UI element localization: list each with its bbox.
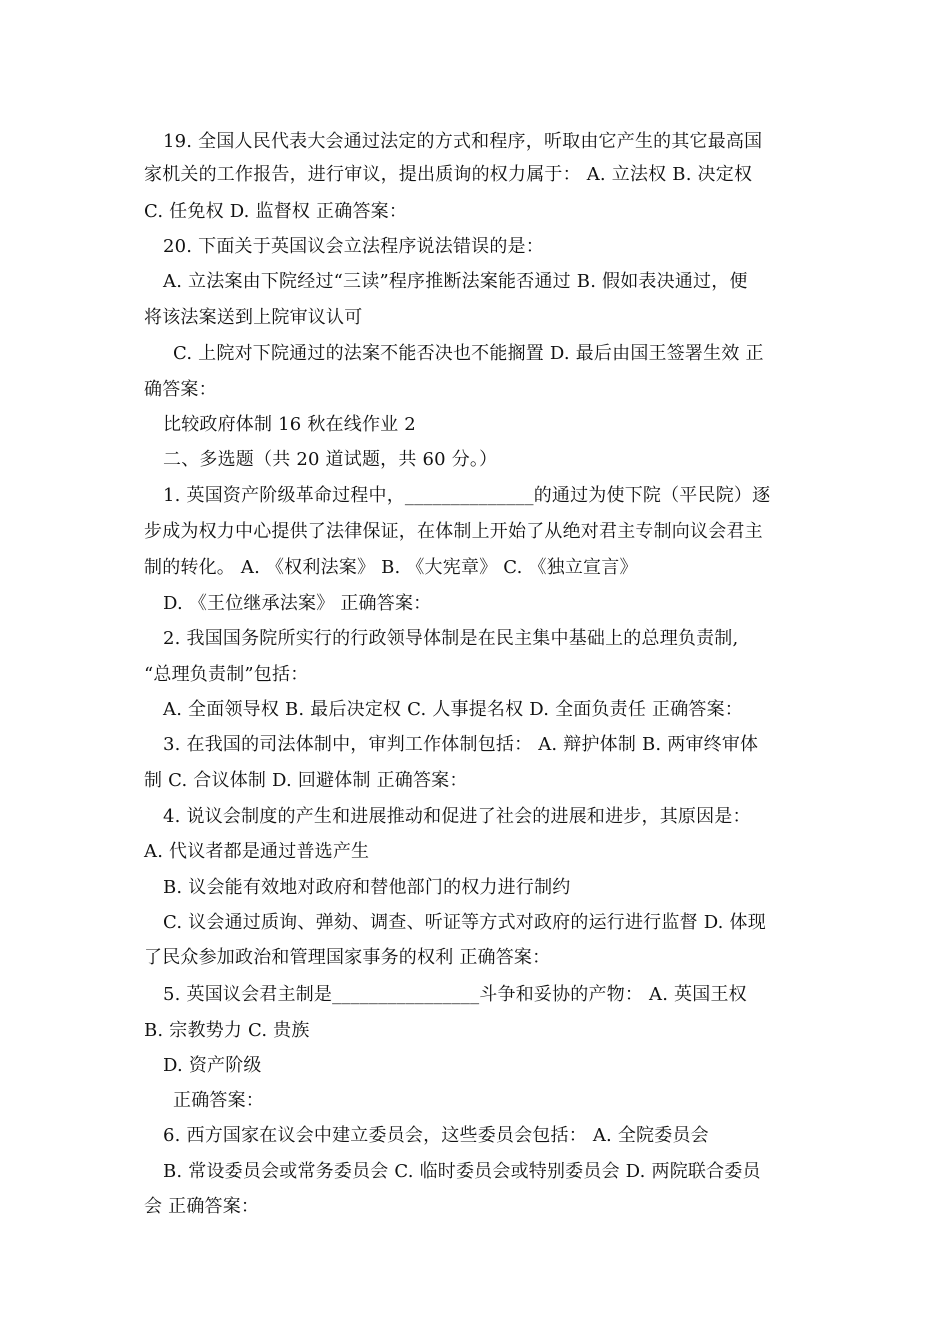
text-line: 制的转化。 A. 《权利法案》 B. 《大宪章》 C. 《独立宣言》 [144,557,638,578]
text-line: 将该法案送到上院审议认可 [144,307,363,328]
text-line: C. 任免权 D. 监督权 正确答案： [144,201,408,222]
text-line: A. 全面领导权 B. 最后决定权 C. 人事提名权 D. 全面负责任 正确答案： [163,699,744,720]
text-line: 20. 下面关于英国议会立法程序说法错误的是： [163,236,544,257]
text-line: B. 常设委员会或常务委员会 C. 临时委员会或特别委员会 D. 两院联合委员 [163,1161,761,1182]
text-line: D. 资产阶级 [163,1055,262,1076]
text-line: C. 议会通过质询、弹劾、调查、听证等方式对政府的运行进行监督 D. 体现 [163,912,766,933]
text-line: 19. 全国人民代表大会通过法定的方式和程序，听取由它产生的其它最高国 [163,131,763,152]
section-heading: 二、多选题（共 20 道试题，共 60 分。） [163,449,498,470]
text-line: 确答案： [144,379,217,400]
text-line: A. 立法案由下院经过“三读”程序推断法案能否通过 B. 假如表决通过，便 [163,271,748,292]
text-line: C. 上院对下院通过的法案不能否决也不能搁置 D. 最后由国王签署生效 正 [173,343,764,364]
text-line: 6. 西方国家在议会中建立委员会，这些委员会包括： A. 全院委员会 [163,1125,709,1146]
text-line: A. 代议者都是通过普选产生 [144,841,370,862]
text-line: B. 议会能有效地对政府和替他部门的权力进行制约 [163,877,571,898]
text-line: 家机关的工作报告，进行审议，提出质询的权力属于： A. 立法权 B. 决定权 [144,164,753,185]
text-line: 了民众参加政治和管理国家事务的权利 正确答案： [144,947,551,968]
text-line: “总理负责制”包括： [144,664,309,685]
text-line: D. 《王位继承法案》 正确答案： [163,593,432,614]
text-line: 2. 我国国务院所实行的行政领导体制是在民主集中基础上的总理负责制, [163,628,739,649]
text-line: 会 正确答案： [144,1196,260,1217]
section-title: 比较政府体制 16 秋在线作业 2 [163,414,416,435]
text-line: 5. 英国议会君主制是________________斗争和妥协的产物： A. 英国王权 [163,984,747,1005]
text-line: 正确答案： [173,1090,264,1111]
text-line: 步成为权力中心提供了法律保证，在体制上开始了从绝对君主专制向议会君主 [144,521,763,542]
text-line: B. 宗教势力 C. 贵族 [144,1020,310,1041]
text-line: 1. 英国资产阶级革命过程中，______________的通过为使下院（平民院）逐 [163,485,771,506]
text-line: 制 C. 合议体制 D. 回避体制 正确答案： [144,770,468,791]
text-line: 3. 在我国的司法体制中，审判工作体制包括： A. 辩护体制 B. 两审终审体 [163,734,759,755]
text-line: 4. 说议会制度的产生和进展推动和促进了社会的进展和进步，其原因是： [163,806,751,827]
